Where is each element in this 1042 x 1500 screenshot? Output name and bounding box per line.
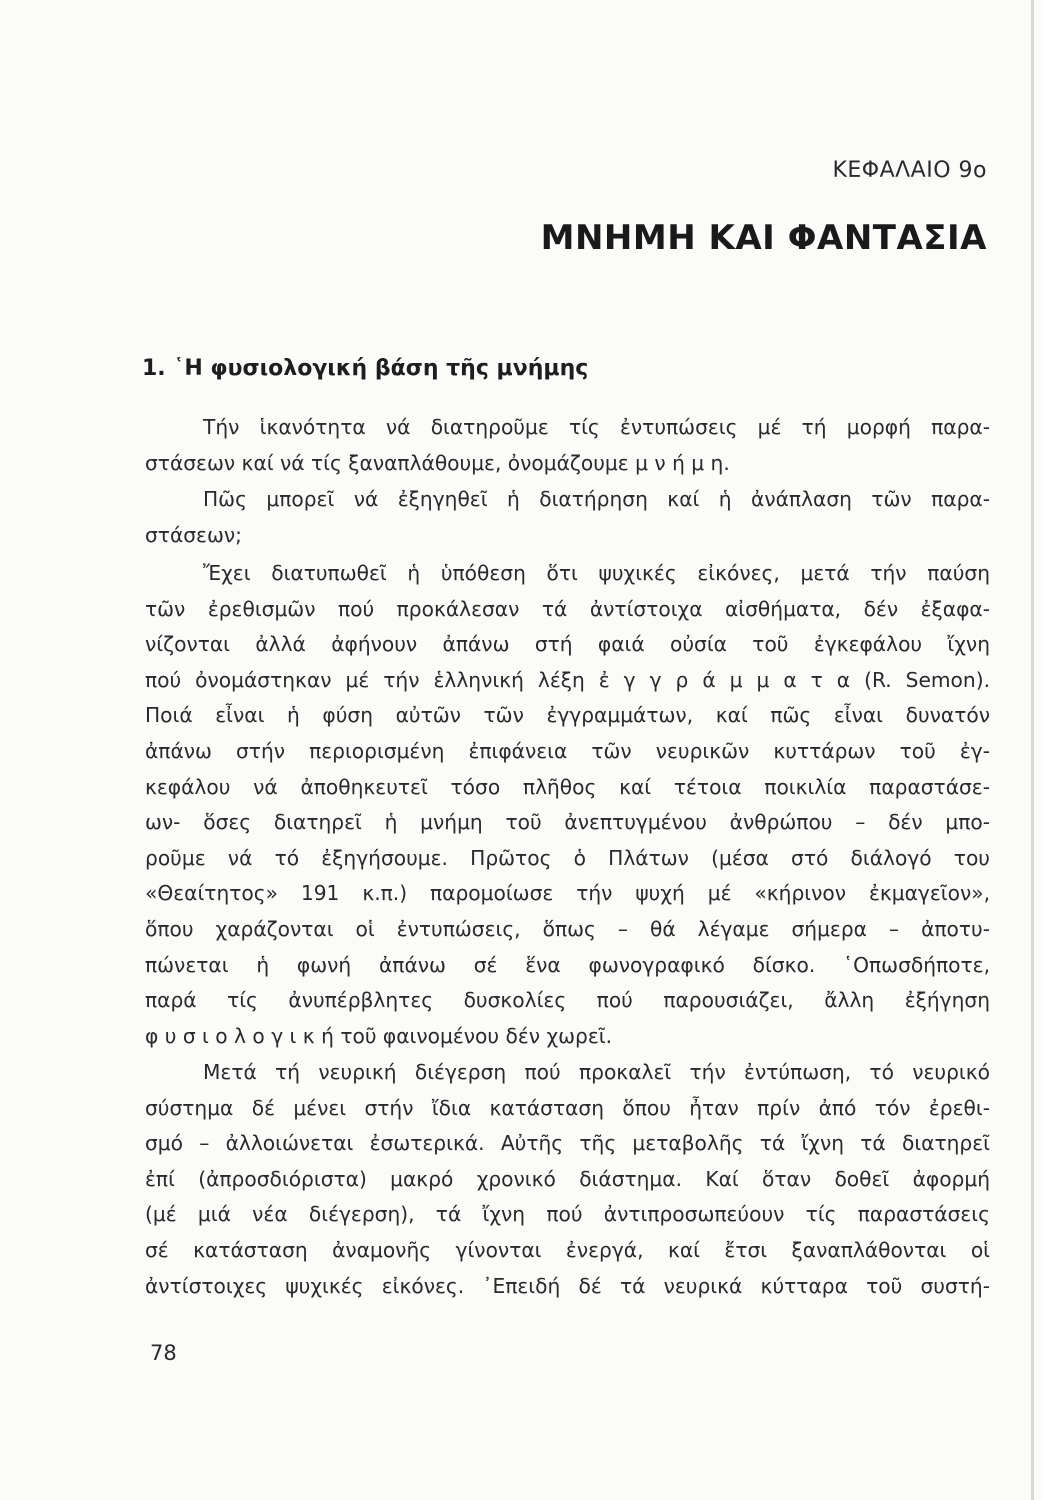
text-line: τῶν ἐρεθισμῶν πού προκάλεσαν τά ἀντίστοιχα αἰσθήματα, δέν ἐξαφα- xyxy=(145,596,990,621)
paragraph-4 xyxy=(145,1055,990,1304)
text-line: πού ὀνομάστηκαν μέ τήν ἑλληνική λέξη ἐ γ γ ρ ά μ μ α τ α (R. Semon). xyxy=(145,667,990,692)
text-line: ἐπί (ἀπροσδιόριστα) μακρό χρονικό διάστημα. Καί ὅταν δοθεῖ ἀφορμή xyxy=(145,1166,990,1191)
text-line: ων- ὅσες διατηρεῖ ἡ μνήμη τοῦ ἀνεπτυγμένου ἀνθρώπου – δέν μπο- xyxy=(145,810,990,835)
page-number: 78 xyxy=(150,1341,177,1365)
text-line: σύστημα δέ μένει στήν ἴδια κατάσταση ὅπου ἦταν πρίν ἀπό τόν ἐρεθι- xyxy=(145,1095,990,1120)
text-line: στάσεων καί νά τίς ξαναπλάθουμε, ὀνομάζουμε μ ν ή μ η. xyxy=(145,450,730,475)
text-line: σέ κατάσταση ἀναμονῆς γίνονται ἐνεργά, καί ἔτσι ξαναπλάθονται οἱ xyxy=(145,1237,990,1262)
chapter-title: ΜΝΗΜΗ ΚΑΙ ΦΑΝΤΑΣΙΑ xyxy=(540,218,987,258)
text-line: Ἔχει διατυπωθεῖ ἡ ὑπόθεση ὅτι ψυχικές εἰκόνες, μετά τήν παύση xyxy=(203,561,990,585)
text-line: ροῦμε νά τό ἐξηγήσουμε. Πρῶτος ὁ Πλάτων (μέσα στό διάλογό του xyxy=(145,845,990,870)
text-line: στάσεων; xyxy=(145,522,242,547)
text-line: φ υ σ ι ο λ ο γ ι κ ή τοῦ φαινομένου δέν χωρεῖ. xyxy=(145,1023,612,1048)
text-line: πώνεται ἡ φωνή ἀπάνω σέ ἕνα φωνογραφικό δίσκο. ῾Οπωσδήποτε, xyxy=(145,952,990,977)
text-line: «Θεαίτητος» 191 κ.π.) παρομοίωσε τήν ψυχή μέ «κήρινον ἐκμαγεῖον», xyxy=(145,881,990,906)
text-line: ἀντίστοιχες ψυχικές εἰκόνες. ᾿Επειδή δέ τά νευρικά κύτταρα τοῦ συστή- xyxy=(145,1273,990,1298)
text-line: (μέ μιά νέα διέγερση), τά ἴχνη πού ἀντιπροσωπεύουν τίς παραστάσεις xyxy=(145,1202,990,1227)
text-line: ὅπου χαράζονται οἱ ἐντυπώσεις, ὅπως – θά λέγαμε σήμερα – ἀποτυ- xyxy=(145,916,990,941)
paragraph-3 xyxy=(145,556,990,1054)
text-line: Τήν ἱκανότητα νά διατηροῦμε τίς ἐντυπώσεις μέ τή μορφή παρα- xyxy=(203,415,990,439)
chapter-label: ΚΕΦΑΛΑΙΟ 9ο xyxy=(832,158,987,183)
paragraph-1 xyxy=(145,410,990,481)
text-line: παρά τίς ἀνυπέρβλητες δυσκολίες πού παρουσιάζει, ἄλλη ἐξήγηση xyxy=(145,988,990,1013)
text-line: ἀπάνω στήν περιορισμένη ἐπιφάνεια τῶν νευρικῶν κυττάρων τοῦ ἐγ- xyxy=(145,738,990,763)
paragraph-2 xyxy=(145,482,990,553)
text-line: κεφάλου νά ἀποθηκευτεῖ τόσο πλῆθος καί τέτοια ποικιλία παραστάσε- xyxy=(145,774,990,799)
text-line: Μετά τή νευρική διέγερση πού προκαλεῖ τήν ἐντύπωση, τό νευρικό xyxy=(203,1060,990,1084)
text-line: νίζονται ἀλλά ἀφήνουν ἀπάνω στή φαιά οὐσία τοῦ ἐγκεφάλου ἴχνη xyxy=(145,632,990,657)
text-line: Πῶς μπορεῖ νά ἐξηγηθεῖ ἡ διατήρηση καί ἡ ἀνάπλαση τῶν παρα- xyxy=(203,487,990,511)
section-heading: 1. ῾Η φυσιολογική βάση τῆς μνήμης xyxy=(142,356,589,381)
text-line: Ποιά εἶναι ἡ φύση αὐτῶν τῶν ἐγγραμμάτων, καί πῶς εἶναι δυνατόν xyxy=(145,703,990,728)
text-line: σμό – ἀλλοιώνεται ἐσωτερικά. Αὐτῆς τῆς μεταβολῆς τά ἴχνη τά διατηρεῖ xyxy=(145,1131,990,1156)
page-edge xyxy=(1031,0,1034,1500)
